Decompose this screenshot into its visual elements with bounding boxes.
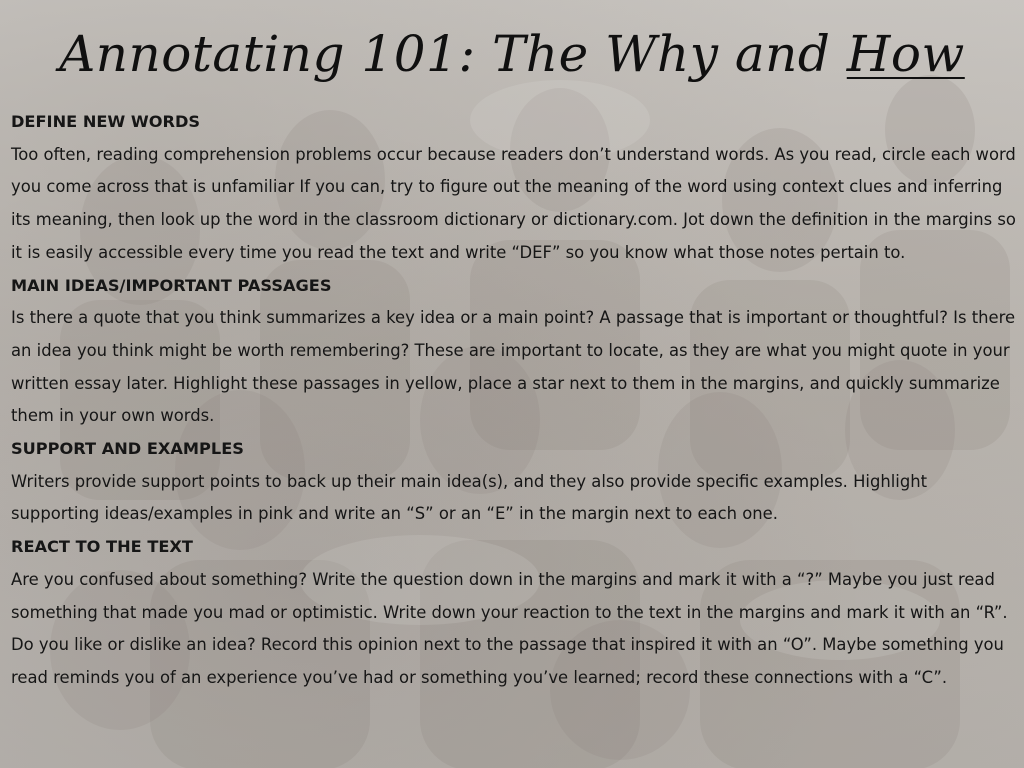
section-body-main-ideas: Is there a quote that you think summarizes a key idea or a main point? A passage that is important or thoughtful? Is there an idea you think might be worth remembering? These are important to locate, as they are what you might quote in your written essay later. Highlight these passages in yellow, place a star next to them in the margins, and quickly summarize them in your own words. — [11, 308, 1016, 426]
title-emphasis: How — [846, 25, 965, 83]
section-heading-main-ideas: MAIN IDEAS/IMPORTANT PASSAGES — [11, 275, 332, 295]
section-body-define-new-words: Too often, reading comprehension problems occur because readers don’t understand words. As you read, circle each word you come across that is unfamiliar If you can, try to figure out the meaning of the word using context clues and inferring its meaning, then look up the word in the classroom dictionary or dictionary.com. Jot down the definition in the margins so it is easily accessible every time you read the text and write “DEF” so you know what those notes pertain to. — [11, 144, 1016, 262]
slide-title — [0, 22, 1024, 86]
section-body-support-and-examples: Writers provide support points to back up their main idea(s), and they also provide specific examples. Highlight supporting ideas/examples in pink and write an “S” or an “E” in the margin next to each one. — [11, 471, 928, 524]
title-prefix: Annotating 101: The Why and — [59, 25, 847, 83]
slide-body — [11, 106, 1016, 695]
section-heading-define-new-words: DEFINE NEW WORDS — [11, 112, 201, 131]
section-heading-support-and-examples: SUPPORT AND EXAMPLES — [11, 439, 244, 459]
section-body-react-to-the-text: Are you confused about something? Write the question down in the margins and mark it with a “?” Maybe you just read something that made you mad or optimistic. Write down your reaction to the text in the margins and mark it with an “R”. Do you like or dislike an idea? Record this opinion next to the passage that inspired it with an “O”. Maybe something you read reminds you of an experience you’ve had or something you’ve learned; record these connections with a “C”. — [11, 569, 1008, 687]
section-heading-react-to-the-text: REACT TO THE TEXT — [11, 537, 193, 557]
